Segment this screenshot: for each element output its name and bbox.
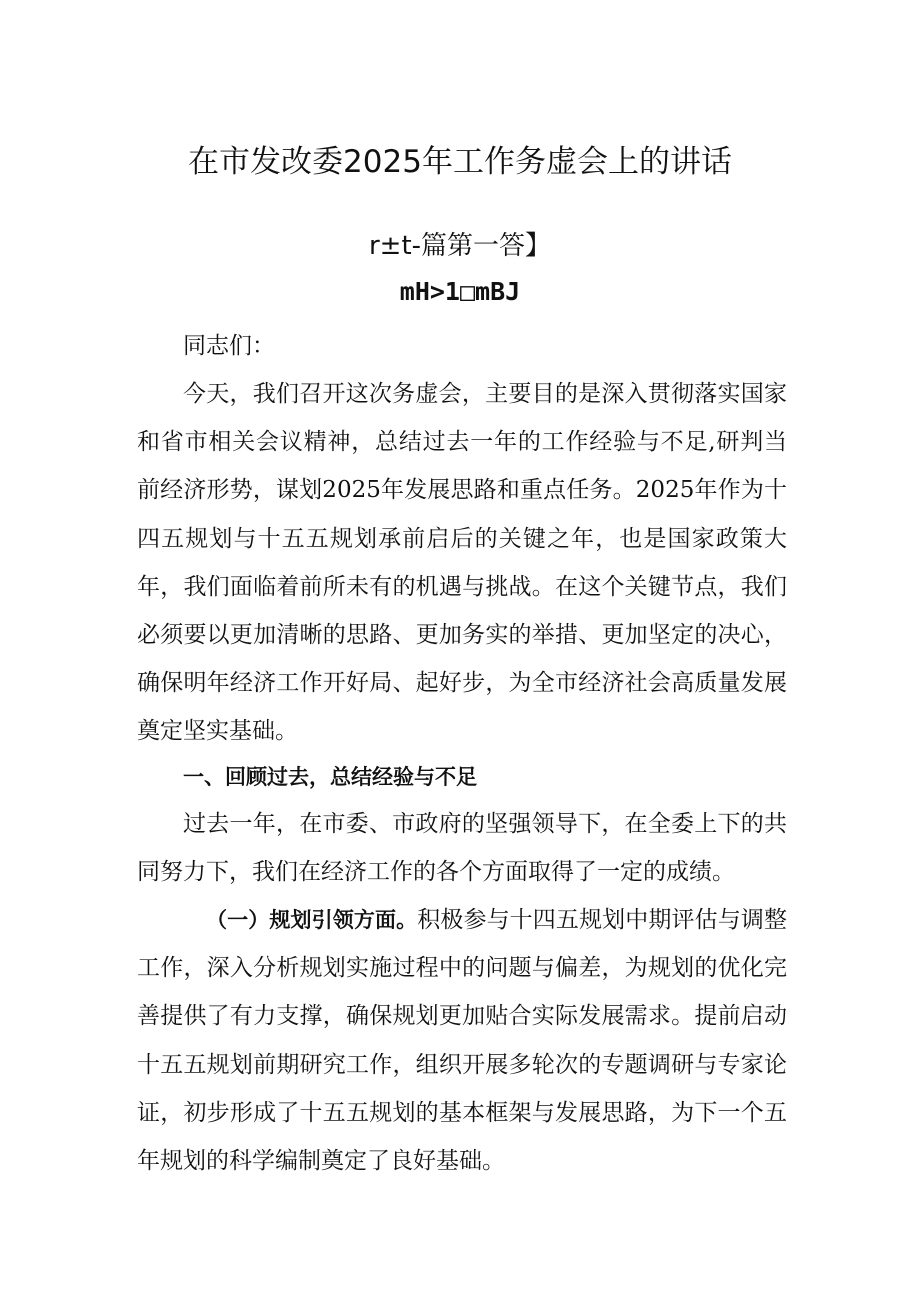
section-heading-1: 一、回顾过去，总结经验与不足 <box>183 765 477 789</box>
paragraph-review: 过去一年，在市委、市政府的坚强领导下，在全委上下的共同努力下，我们在经济工作的各个方面取得了一定的成绩。 <box>137 811 787 886</box>
paragraph-planning-lead: （一）规划引领方面。 <box>206 908 418 932</box>
subtitle-line-1: r±t-篇第一答】 <box>368 231 552 261</box>
paragraph-planning-body: 积极参与十四五规划中期评估与调整工作，深入分析规划实施过程中的问题与偏差，为规划的优化完善提供了有力支撑，确保规划更加贴合实际发展需求。提前启动十五五规划前期研究工作，组织开展多轮次的专题调研与专家论证，初步形成了十五五规划的基本框架与发展思路，为下一个五年规划的科学编制奠定了良好基础。 <box>137 907 788 1175</box>
paragraph-intro: 今天，我们召开这次务虚会，主要目的是深入贯彻落实国家和省市相关会议精神，总结过去一年的工作经验与不足,研判当前经济形势，谋划2025年发展思路和重点任务。2025年作为十四五规划与十五五规划承前启后的关键之年，也是国家政策大年，我们面临着前所未有的机遇与挑战。在这个关键节点，我们必须要以更加清晰的思路、更加务实的举措、更加坚定的决心，确保明年经济工作开好局、起好步，为全市经济社会高质量发展奠定坚实基础。 <box>137 381 787 745</box>
document-title: 在市发改委2025年工作务虚会上的讲话 <box>188 144 732 180</box>
subtitle-line-2: mH>1□mBJ <box>399 277 521 306</box>
greeting: 同志们： <box>183 333 275 359</box>
paragraph-planning <box>137 896 787 1185</box>
